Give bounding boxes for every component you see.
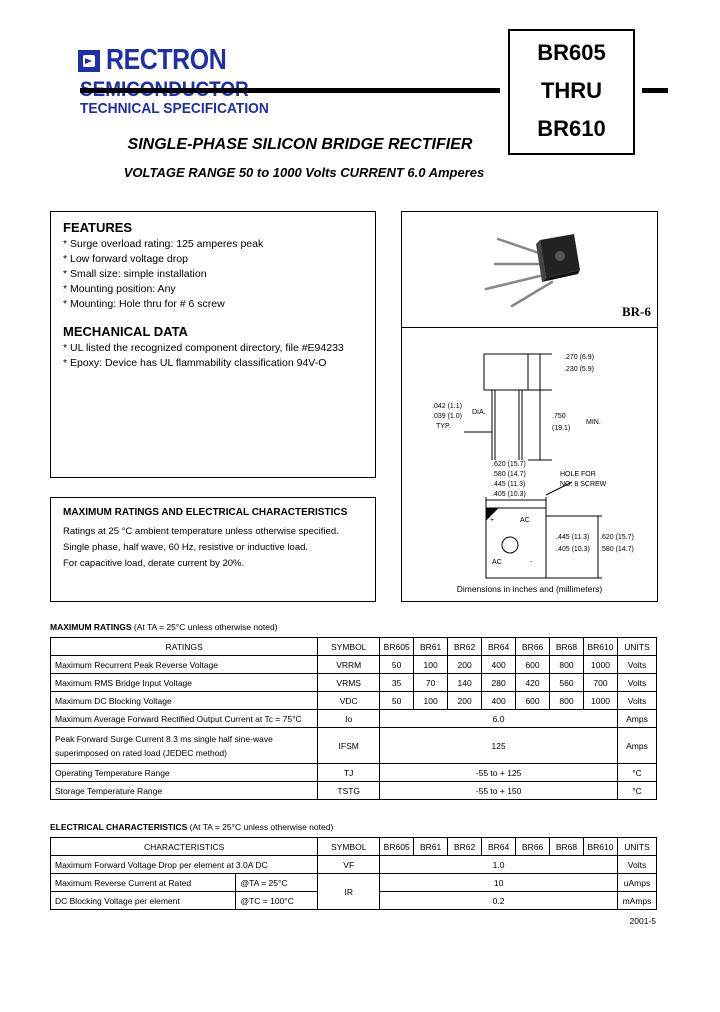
- electrical-table: [50, 837, 657, 910]
- col-header: BR610: [584, 838, 618, 856]
- row-symbol: VDC: [318, 692, 380, 710]
- table-row: [51, 874, 657, 892]
- mechanical-item: * UL listed the recognized component directory, file #E94233: [63, 342, 344, 354]
- dim-text: NO. 8 SCREW: [560, 481, 607, 488]
- dim-text: AC: [520, 517, 530, 524]
- col-header: UNITS: [617, 638, 656, 656]
- cell: 280: [482, 674, 516, 692]
- row-unit: Volts: [617, 674, 656, 692]
- cell: -55 to + 125: [380, 764, 618, 782]
- cell: 600: [516, 692, 550, 710]
- cell: 100: [414, 692, 448, 710]
- col-header: BR64: [482, 638, 516, 656]
- dim-text: .580 (14.7): [492, 471, 526, 478]
- row-label-line: Peak Forward Surge Current 8.3 ms single half sine-wave: [55, 733, 273, 744]
- ratings-note: Ratings at 25 °C ambient temperature unless otherwise specified.: [63, 526, 339, 537]
- row-symbol: TJ: [318, 764, 380, 782]
- feature-item: * Mounting position: Any: [63, 283, 176, 295]
- table-row: [51, 710, 657, 728]
- header-rule-right: [642, 88, 668, 93]
- feature-item: * Small size: simple installation: [63, 268, 207, 280]
- row-symbol: VRRM: [318, 656, 380, 674]
- cell: 420: [516, 674, 550, 692]
- row-label: Maximum RMS Bridge Input Voltage: [51, 674, 318, 692]
- col-header: UNITS: [617, 838, 656, 856]
- package-diagram-box: [401, 211, 658, 602]
- cell: 400: [482, 692, 516, 710]
- cell: 800: [550, 656, 584, 674]
- col-header: BR62: [448, 638, 482, 656]
- row-label: Maximum DC Blocking Voltage: [51, 692, 318, 710]
- dim-text: DIA.: [472, 409, 486, 416]
- brand-name: RECTRON: [106, 44, 227, 76]
- cell: 800: [550, 692, 584, 710]
- dim-text: .270 (6.9): [564, 354, 594, 361]
- features-heading: FEATURES: [63, 220, 133, 235]
- row-label: DC Blocking Voltage per element: [51, 892, 236, 910]
- elec-title-bold: ELECTRICAL CHARACTERISTICS: [50, 822, 188, 832]
- col-header: BR68: [550, 638, 584, 656]
- dim-text: .405 (10.3): [556, 546, 590, 553]
- row-unit: Volts: [617, 692, 656, 710]
- table-row: [51, 656, 657, 674]
- elec-title: [50, 822, 333, 832]
- row-unit: Volts: [617, 856, 656, 874]
- part-thru: THRU: [540, 78, 603, 103]
- cell: 6.0: [380, 710, 618, 728]
- row-unit: Amps: [617, 710, 656, 728]
- row-label: Storage Temperature Range: [51, 782, 318, 800]
- cell: 50: [380, 656, 414, 674]
- col-header: BR66: [516, 638, 550, 656]
- dim-text: .620 (15.7): [600, 534, 634, 541]
- row-label-line: superimposed on rated load (JEDEC method): [55, 747, 227, 758]
- max-ratings-title-rest: (At TA = 25°C unless otherwise noted): [131, 622, 278, 632]
- dimension-drawing: [402, 332, 657, 582]
- table-row: [51, 728, 657, 764]
- cell: 35: [380, 674, 414, 692]
- row-label: Maximum Recurrent Peak Reverse Voltage: [51, 656, 318, 674]
- row-label: [51, 728, 318, 764]
- col-header: CHARACTERISTICS: [51, 838, 318, 856]
- mechanical-item: * Epoxy: Device has UL flammability classification 94V-O: [63, 357, 327, 369]
- cell: 400: [482, 656, 516, 674]
- cell: 1000: [584, 656, 618, 674]
- row-symbol: IR: [318, 874, 380, 910]
- row-condition: @TA = 25°C: [236, 874, 318, 892]
- dim-text: .750: [552, 413, 566, 420]
- row-unit: Amps: [617, 728, 656, 764]
- cell: 70: [414, 674, 448, 692]
- cell: -55 to + 150: [380, 782, 618, 800]
- table-row: [51, 782, 657, 800]
- cell: 700: [584, 674, 618, 692]
- row-unit: °C: [617, 782, 656, 800]
- dim-text: .405 (10.3): [492, 491, 526, 498]
- col-header: BR62: [448, 838, 482, 856]
- dim-text: TYP.: [436, 423, 451, 430]
- voltage-current-line: VOLTAGE RANGE 50 to 1000 Volts CURRENT 6.0 Amperes: [123, 165, 485, 180]
- cell: 1.0: [380, 856, 618, 874]
- dim-text: .042 (1.1): [432, 403, 462, 410]
- row-condition: @TC = 100°C: [236, 892, 318, 910]
- dimensions-note: Dimensions in inches and (millimeters): [456, 584, 603, 594]
- row-symbol: VF: [318, 856, 380, 874]
- part-from: BR605: [537, 40, 606, 65]
- col-header: BR64: [482, 838, 516, 856]
- cell: 100: [414, 656, 448, 674]
- row-symbol: TSTG: [318, 782, 380, 800]
- col-header: SYMBOL: [318, 838, 380, 856]
- row-unit: Volts: [617, 656, 656, 674]
- cell: 600: [516, 656, 550, 674]
- ratings-box: [50, 497, 376, 602]
- dim-text: .230 (5.9): [564, 366, 594, 373]
- dim-text: -: [530, 559, 533, 566]
- row-label: Maximum Forward Voltage Drop per element at 3.0A DC: [51, 856, 318, 874]
- col-header: BR66: [516, 838, 550, 856]
- page-title: SINGLE-PHASE SILICON BRIDGE RECTIFIER: [127, 136, 473, 153]
- cell: 200: [448, 692, 482, 710]
- row-label: Operating Temperature Range: [51, 764, 318, 782]
- cell: 200: [448, 656, 482, 674]
- col-header: RATINGS: [51, 638, 318, 656]
- col-header: BR605: [380, 638, 414, 656]
- row-symbol: IFSM: [318, 728, 380, 764]
- table-row: [51, 692, 657, 710]
- row-symbol: Io: [318, 710, 380, 728]
- row-unit: uAmps: [617, 874, 656, 892]
- table-header-row: [51, 838, 657, 856]
- dim-text: (19.1): [552, 425, 571, 432]
- table-header-row: [51, 638, 657, 656]
- row-label: Maximum Average Forward Rectified Output Current at Tc = 75°C: [51, 710, 318, 728]
- package-photo: [402, 212, 657, 328]
- ratings-note: Single phase, half wave, 60 Hz, resistive or inductive load.: [63, 542, 309, 553]
- max-ratings-table: [50, 637, 657, 800]
- cell: 10: [380, 874, 618, 892]
- part-to: BR610: [537, 116, 606, 141]
- table-row: [51, 764, 657, 782]
- technical-spec-label: TECHNICAL SPECIFICATION: [80, 100, 269, 117]
- col-header: BR61: [414, 638, 448, 656]
- dim-text: +: [490, 517, 495, 524]
- row-label: Maximum Reverse Current at Rated: [51, 874, 236, 892]
- row-unit: mAmps: [617, 892, 656, 910]
- row-unit: °C: [617, 764, 656, 782]
- max-ratings-title-bold: MAXIMUM RATINGS: [50, 622, 132, 632]
- feature-item: * Low forward voltage drop: [63, 253, 188, 265]
- cell: 140: [448, 674, 482, 692]
- cell: 0.2: [380, 892, 618, 910]
- ratings-heading: MAXIMUM RATINGS AND ELECTRICAL CHARACTERISTICS: [63, 507, 348, 518]
- rectron-logo-icon: [78, 50, 100, 72]
- cell: 50: [380, 692, 414, 710]
- header-rule-left: [80, 88, 500, 93]
- package-label: BR-6: [622, 304, 651, 319]
- cell: 125: [380, 728, 618, 764]
- dim-text: .445 (11.3): [556, 534, 590, 541]
- col-header: BR610: [584, 638, 618, 656]
- dim-text: AC: [492, 559, 502, 566]
- feature-item: * Surge overload rating: 125 amperes peak: [63, 238, 264, 250]
- col-header: SYMBOL: [318, 638, 380, 656]
- cell: 1000: [584, 692, 618, 710]
- col-header: BR61: [414, 838, 448, 856]
- table-row: [51, 674, 657, 692]
- revision-label: 2001-5: [629, 916, 656, 926]
- dim-text: .039 (1.0): [432, 413, 462, 420]
- elec-title-rest: (At TA = 25°C unless otherwise noted): [187, 822, 334, 832]
- dim-text: HOLE FOR: [560, 471, 596, 478]
- feature-item: * Mounting: Hole thru for # 6 screw: [63, 298, 225, 310]
- dim-text: .445 (11.3): [492, 481, 526, 488]
- mechanical-heading: MECHANICAL DATA: [63, 324, 188, 339]
- col-header: BR605: [380, 838, 414, 856]
- ratings-note: For capacitive load, derate current by 20%.: [63, 558, 245, 569]
- cell: 560: [550, 674, 584, 692]
- features-box: [50, 211, 376, 478]
- dim-text: .620 (15.7): [492, 461, 526, 468]
- dim-text: MIN.: [586, 419, 601, 426]
- dim-text: .580 (14.7): [600, 546, 634, 553]
- row-symbol: VRMS: [318, 674, 380, 692]
- max-ratings-title: [50, 622, 278, 632]
- bridge-rectifier-icon: [402, 212, 657, 328]
- col-header: BR68: [550, 838, 584, 856]
- table-row: [51, 856, 657, 874]
